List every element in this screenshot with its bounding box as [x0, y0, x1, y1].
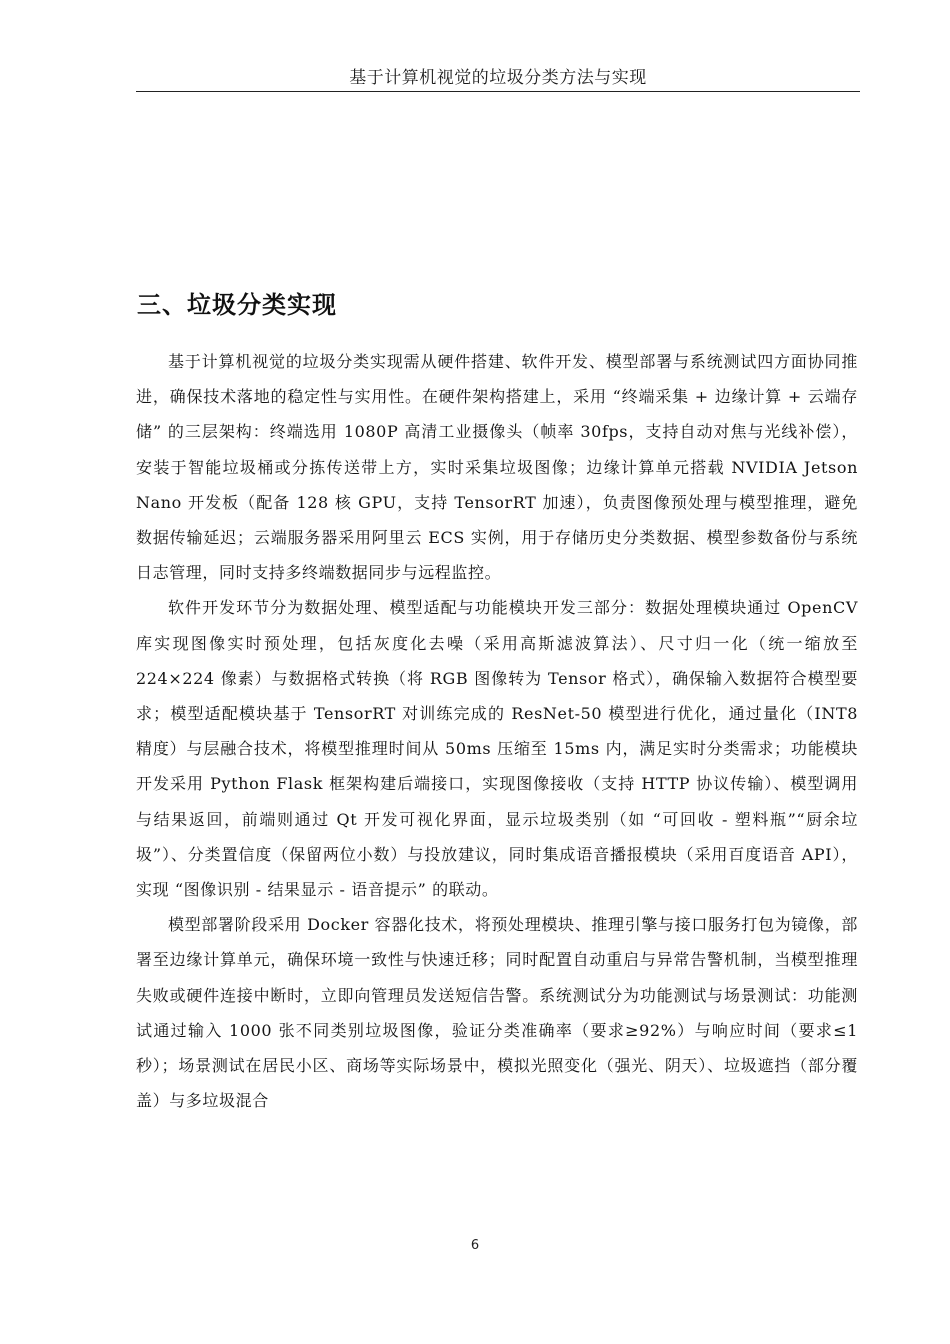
- body-text: [136, 344, 858, 1118]
- paragraph-hardware: 基于计算机视觉的垃圾分类实现需从硬件搭建、软件开发、模型部署与系统测试四方面协同推进，确保技术落地的稳定性与实用性。在硬件架构搭建上，采用 “终端采集 + 边缘计算 + 云端存储” 的三层架构：终端选用 1080P 高清工业摄像头（帧率 30fps，支持自动对焦与光线补偿），安装于智能垃圾桶或分拣传送带上方，实时采集垃圾图像；边缘计算单元搭载 NVIDIA Jetson Nano 开发板（配备 128 核 GPU，支持 TensorRT 加速），负责图像预处理与模型推理，避免数据传输延迟；云端服务器采用阿里云 ECS 实例，用于存储历史分类数据、模型参数备份与系统日志管理，同时支持多终端数据同步与远程监控。: [136, 352, 858, 583]
- paragraph-software: 软件开发环节分为数据处理、模型适配与功能模块开发三部分：数据处理模块通过 OpenCV 库实现图像实时预处理，包括灰度化去噪（采用高斯滤波算法）、尺寸归一化（统一缩放至 224×224 像素）与数据格式转换（将 RGB 图像转为 Tensor 格式），确保输入数据符合模型要求；模型适配模块基于 TensorRT 对训练完成的 ResNet-50 模型进行优化，通过量化（INT8 精度）与层融合技术，将模型推理时间从 50ms 压缩至 15ms 内，满足实时分类需求；功能模块开发采用 Python Flask 框架构建后端接口，实现图像接收（支持 HTTP 协议传输）、模型调用与结果返回，前端则通过 Qt 开发可视化界面，显示垃圾类别（如 “可回收 - 塑料瓶”“厨余垃圾”）、分类置信度（保留两位小数）与投放建议，同时集成语音播报模块（采用百度语音 API），实现 “图像识别 - 结果显示 - 语音提示” 的联动。: [136, 598, 858, 900]
- header-divider: [136, 91, 860, 92]
- paragraph-deployment: 模型部署阶段采用 Docker 容器化技术，将预处理模块、推理引擎与接口服务打包为镜像，部署至边缘计算单元，确保环境一致性与快速迁移；同时配置自动重启与异常告警机制，当模型推理失败或硬件连接中断时，立即向管理员发送短信告警。系统测试分为功能测试与场景测试：功能测试通过输入 1000 张不同类别垃圾图像，验证分类准确率（要求≥92%）与响应时间（要求≤1 秒）；场景测试在居民小区、商场等实际场景中，模拟光照变化（强光、阴天）、垃圾遮挡（部分覆盖）与多垃圾混合: [136, 915, 858, 1111]
- section-title: 三、垃圾分类实现: [137, 291, 337, 319]
- running-header: 基于计算机视觉的垃圾分类方法与实现: [349, 68, 647, 88]
- page-number: 6: [470, 1238, 480, 1253]
